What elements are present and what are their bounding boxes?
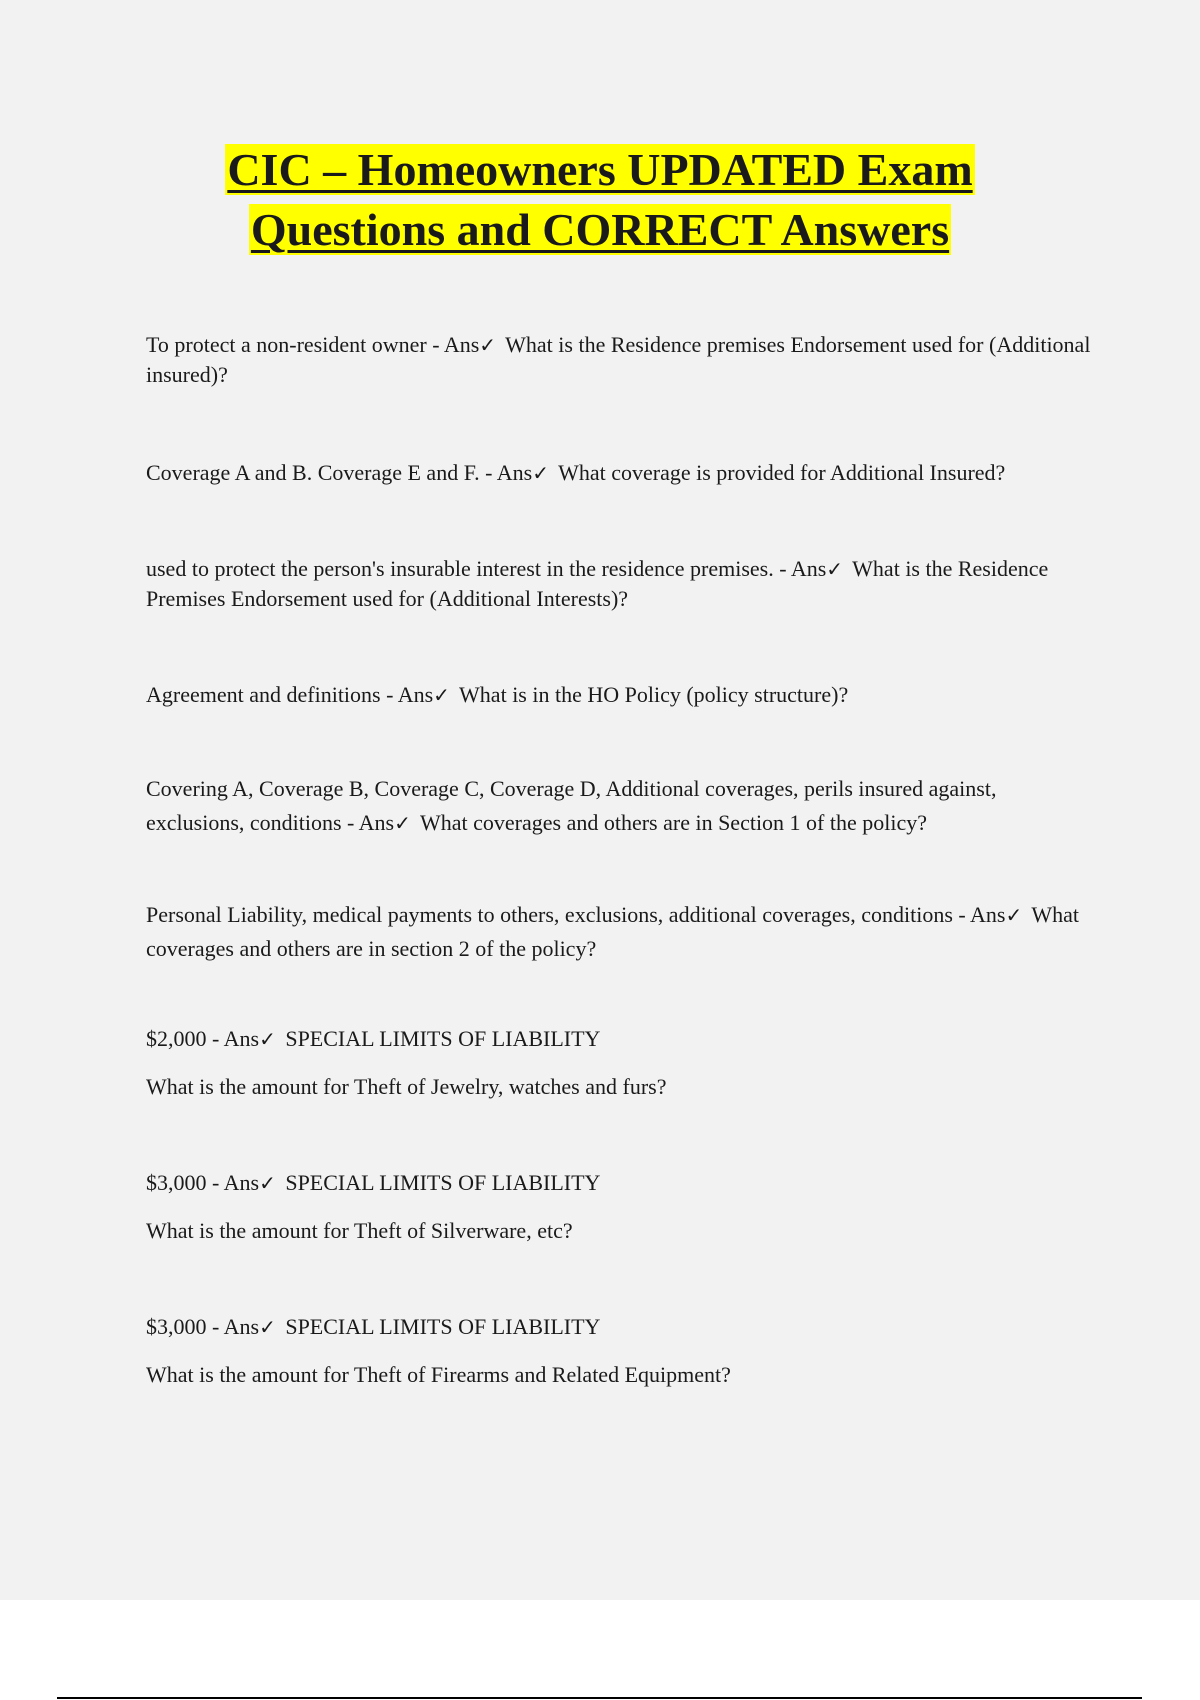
qa-item [146,1312,1096,1390]
answer-text: Covering A, Coverage B, Coverage C, Coverage D, Additional coverages, perils insured against, exclusions, conditions [146,776,997,835]
qa-detail: What is the amount for Theft of Firearms and Related Equipment? [146,1362,731,1387]
qa-text [146,1024,1096,1054]
answer-text: used to protect the person's insurable interest in the residence premises. [146,556,774,581]
ans-label: - Ans [347,810,395,835]
question-text: What coverages and others are in Section 1 of the policy? [419,810,928,835]
ans-label: - Ans [485,460,533,485]
qa-detail: What is the amount for Theft of Silverware, etc? [146,1218,573,1243]
check-icon: ✓ [1005,903,1023,927]
answer-text: Coverage A and B. Coverage E and F. [146,460,480,485]
check-icon: ✓ [433,683,450,707]
qa-text [146,772,1096,840]
ans-label: - Ans [779,556,827,581]
ans-label: - Ans [958,902,1006,927]
answer-text: $3,000 [146,1170,207,1195]
qa-item [146,1168,1096,1246]
qa-text [146,1168,1096,1198]
question-text: What is the Residence premises Endorsement used for (Additional insured)? [146,332,1091,387]
document-title [0,140,1200,260]
question-text: What is the Residence Premises Endorsement used for (Additional Interests)? [146,556,1049,611]
answer-text: To protect a non-resident owner [146,332,427,357]
qa-item [146,458,1096,488]
ans-label: - Ans [212,1170,260,1195]
check-icon: ✓ [259,1027,276,1051]
qa-text [146,680,1096,710]
question-text: SPECIAL LIMITS OF LIABILITY [285,1026,601,1051]
answer-text: $3,000 [146,1314,207,1339]
qa-item [146,772,1096,840]
qa-item [146,554,1096,614]
check-icon: ✓ [259,1315,276,1339]
qa-detail: What is the amount for Theft of Jewelry, watches and furs? [146,1074,667,1099]
qa-text [146,554,1096,614]
qa-text [146,898,1096,966]
qa-text [146,330,1096,390]
question-text: SPECIAL LIMITS OF LIABILITY [285,1314,601,1339]
ans-label: - Ans [386,682,434,707]
check-icon: ✓ [826,557,844,581]
title-line-2: Questions and CORRECT Answers [250,204,950,255]
answer-text: Agreement and definitions [146,682,381,707]
qa-item [146,898,1096,966]
check-icon: ✓ [259,1171,276,1195]
answer-text: $2,000 [146,1026,207,1051]
title-line-1: CIC – Homeowners UPDATED Exam [227,144,973,195]
check-icon: ✓ [532,461,549,485]
qa-list [146,330,1096,1390]
check-icon: ✓ [394,811,411,835]
footer-divider [57,1697,1142,1699]
question-text: SPECIAL LIMITS OF LIABILITY [285,1170,601,1195]
qa-item [146,1024,1096,1102]
question-text: What coverage is provided for Additional Insured? [558,460,1006,485]
check-icon: ✓ [479,333,497,357]
ans-label: - Ans [432,332,480,357]
qa-text [146,458,1096,488]
qa-item [146,330,1096,390]
qa-item [146,680,1096,710]
question-text: What is in the HO Policy (policy structure)? [459,682,849,707]
answer-text: Personal Liability, medical payments to others, exclusions, additional coverages, conditions [146,902,953,927]
ans-label: - Ans [212,1314,260,1339]
ans-label: - Ans [212,1026,260,1051]
question-text: What coverages and others are in section 2 of the policy? [146,902,1079,961]
qa-text [146,1312,1096,1342]
